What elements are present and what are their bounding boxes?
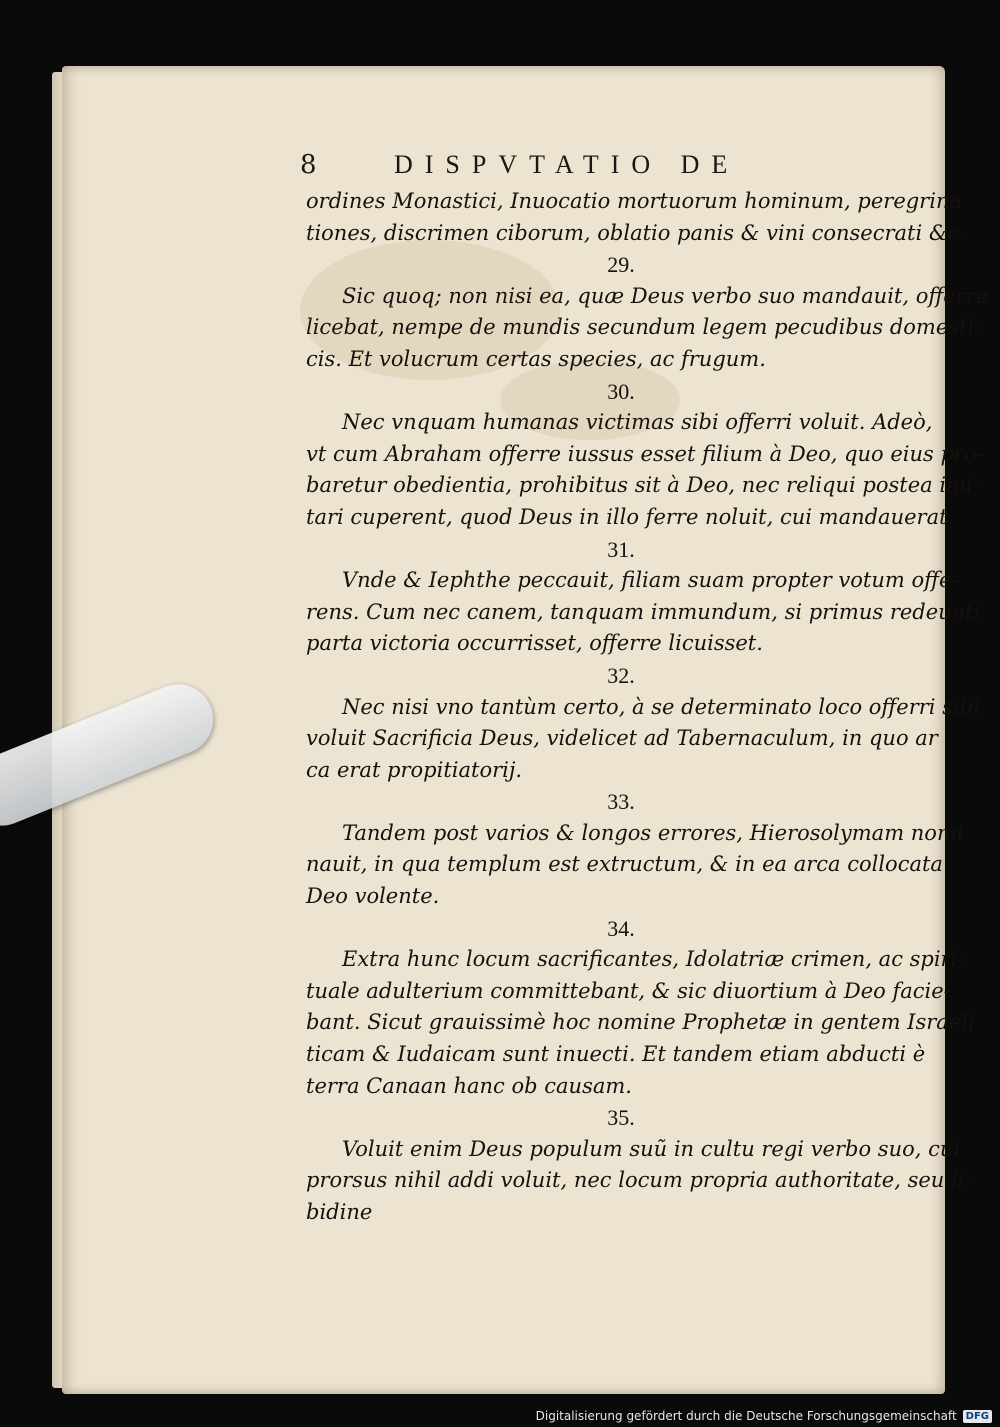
text-line: tiones, discrimen ciborum, oblatio panis & vini consecrati &c.: [306, 220, 966, 245]
paragraph-first-line: Extra hunc locum sacrificantes, Idolatriæ crimen, ac spiri-: [342, 947, 965, 972]
section-number: 30.: [607, 378, 635, 404]
running-head: DISPVTATIO DE: [394, 150, 740, 179]
paragraph-first-line: Nec vnquam humanas victimas sibi offerri voluit. Adeò,: [342, 410, 933, 435]
section-number: 31.: [607, 536, 635, 562]
section-number: 34.: [607, 915, 635, 941]
section-number: 29.: [607, 252, 635, 278]
text-line: licebat, nempe de mundis secundum legem pecudibus domesti-: [306, 315, 982, 340]
footer-credit: Digitalisierung gefördert durch die Deutsche Forschungsgemeinschaft: [535, 1409, 957, 1423]
text-line: baretur obedientia, prohibitus sit à Deo, nec reliqui postea imi-: [306, 473, 980, 498]
text-line: rens. Cum nec canem, tanquam immundum, si primus redeunti: [306, 599, 981, 624]
paragraph-first-line: Tandem post varios & longos errores, Hierosolymam nomi: [342, 820, 964, 845]
text-line: ca erat propitiatorij.: [306, 757, 523, 782]
section-number: 32.: [607, 662, 635, 688]
text-line: voluit Sacrificia Deus, videlicet ad Tabernaculum, in quo ar: [306, 726, 938, 751]
paragraph-first-line: Vnde & Iephthe peccauit, filiam suam propter votum offe-: [342, 568, 959, 593]
text-line: bidine: [306, 1200, 373, 1224]
text-line: tari cuperent, quod Deus in illo ferre noluit, cui mandauerat.: [306, 504, 955, 529]
paragraph-first-line: Sic quoq; non nisi ea, quæ Deus verbo suo mandauit, offerre: [342, 283, 989, 308]
text-line: ordines Monastici, Inuocatio mortuorum hominum, peregrina: [306, 189, 962, 213]
paragraph-first-line: Voluit enim Deus populum suũ in cultu regi verbo suo, cui: [342, 1136, 961, 1161]
text-line: cis. Et volucrum certas species, ac frugum.: [306, 346, 766, 371]
section-number: 35.: [607, 1105, 635, 1131]
text-line: terra Canaan hanc ob causam.: [306, 1073, 632, 1098]
text-line: ticam & Iudaicam sunt inuecti. Et tandem etiam abducti è: [306, 1042, 926, 1067]
text-line: prorsus nihil addi voluit, nec locum propria authoritate, seu li-: [306, 1168, 972, 1193]
page-number: 8: [300, 150, 317, 180]
text-line: parta victoria occurrisset, offerre licuisset.: [306, 631, 763, 656]
text-line: nauit, in qua templum est extructum, & in ea arca collocata: [306, 852, 943, 877]
text-line: Deo volente.: [306, 884, 440, 909]
section-number: 33.: [607, 789, 635, 815]
footer-credit-bar: [536, 1409, 992, 1423]
text-line: tuale adulterium committebant, & sic diuortium à Deo facie-: [306, 978, 951, 1003]
page-text: [306, 186, 989, 1229]
text-line: bant. Sicut grauissimè hoc nomine Prophetæ in gentem Israeli: [306, 1010, 975, 1035]
dfg-logo-icon: DFG: [963, 1410, 992, 1423]
paragraph-first-line: Nec nisi vno tantùm certo, à se determinato loco offerri sibi: [342, 694, 980, 719]
text-line: vt cum Abraham offerre iussus esset filium à Deo, quo eius pro-: [306, 441, 984, 466]
